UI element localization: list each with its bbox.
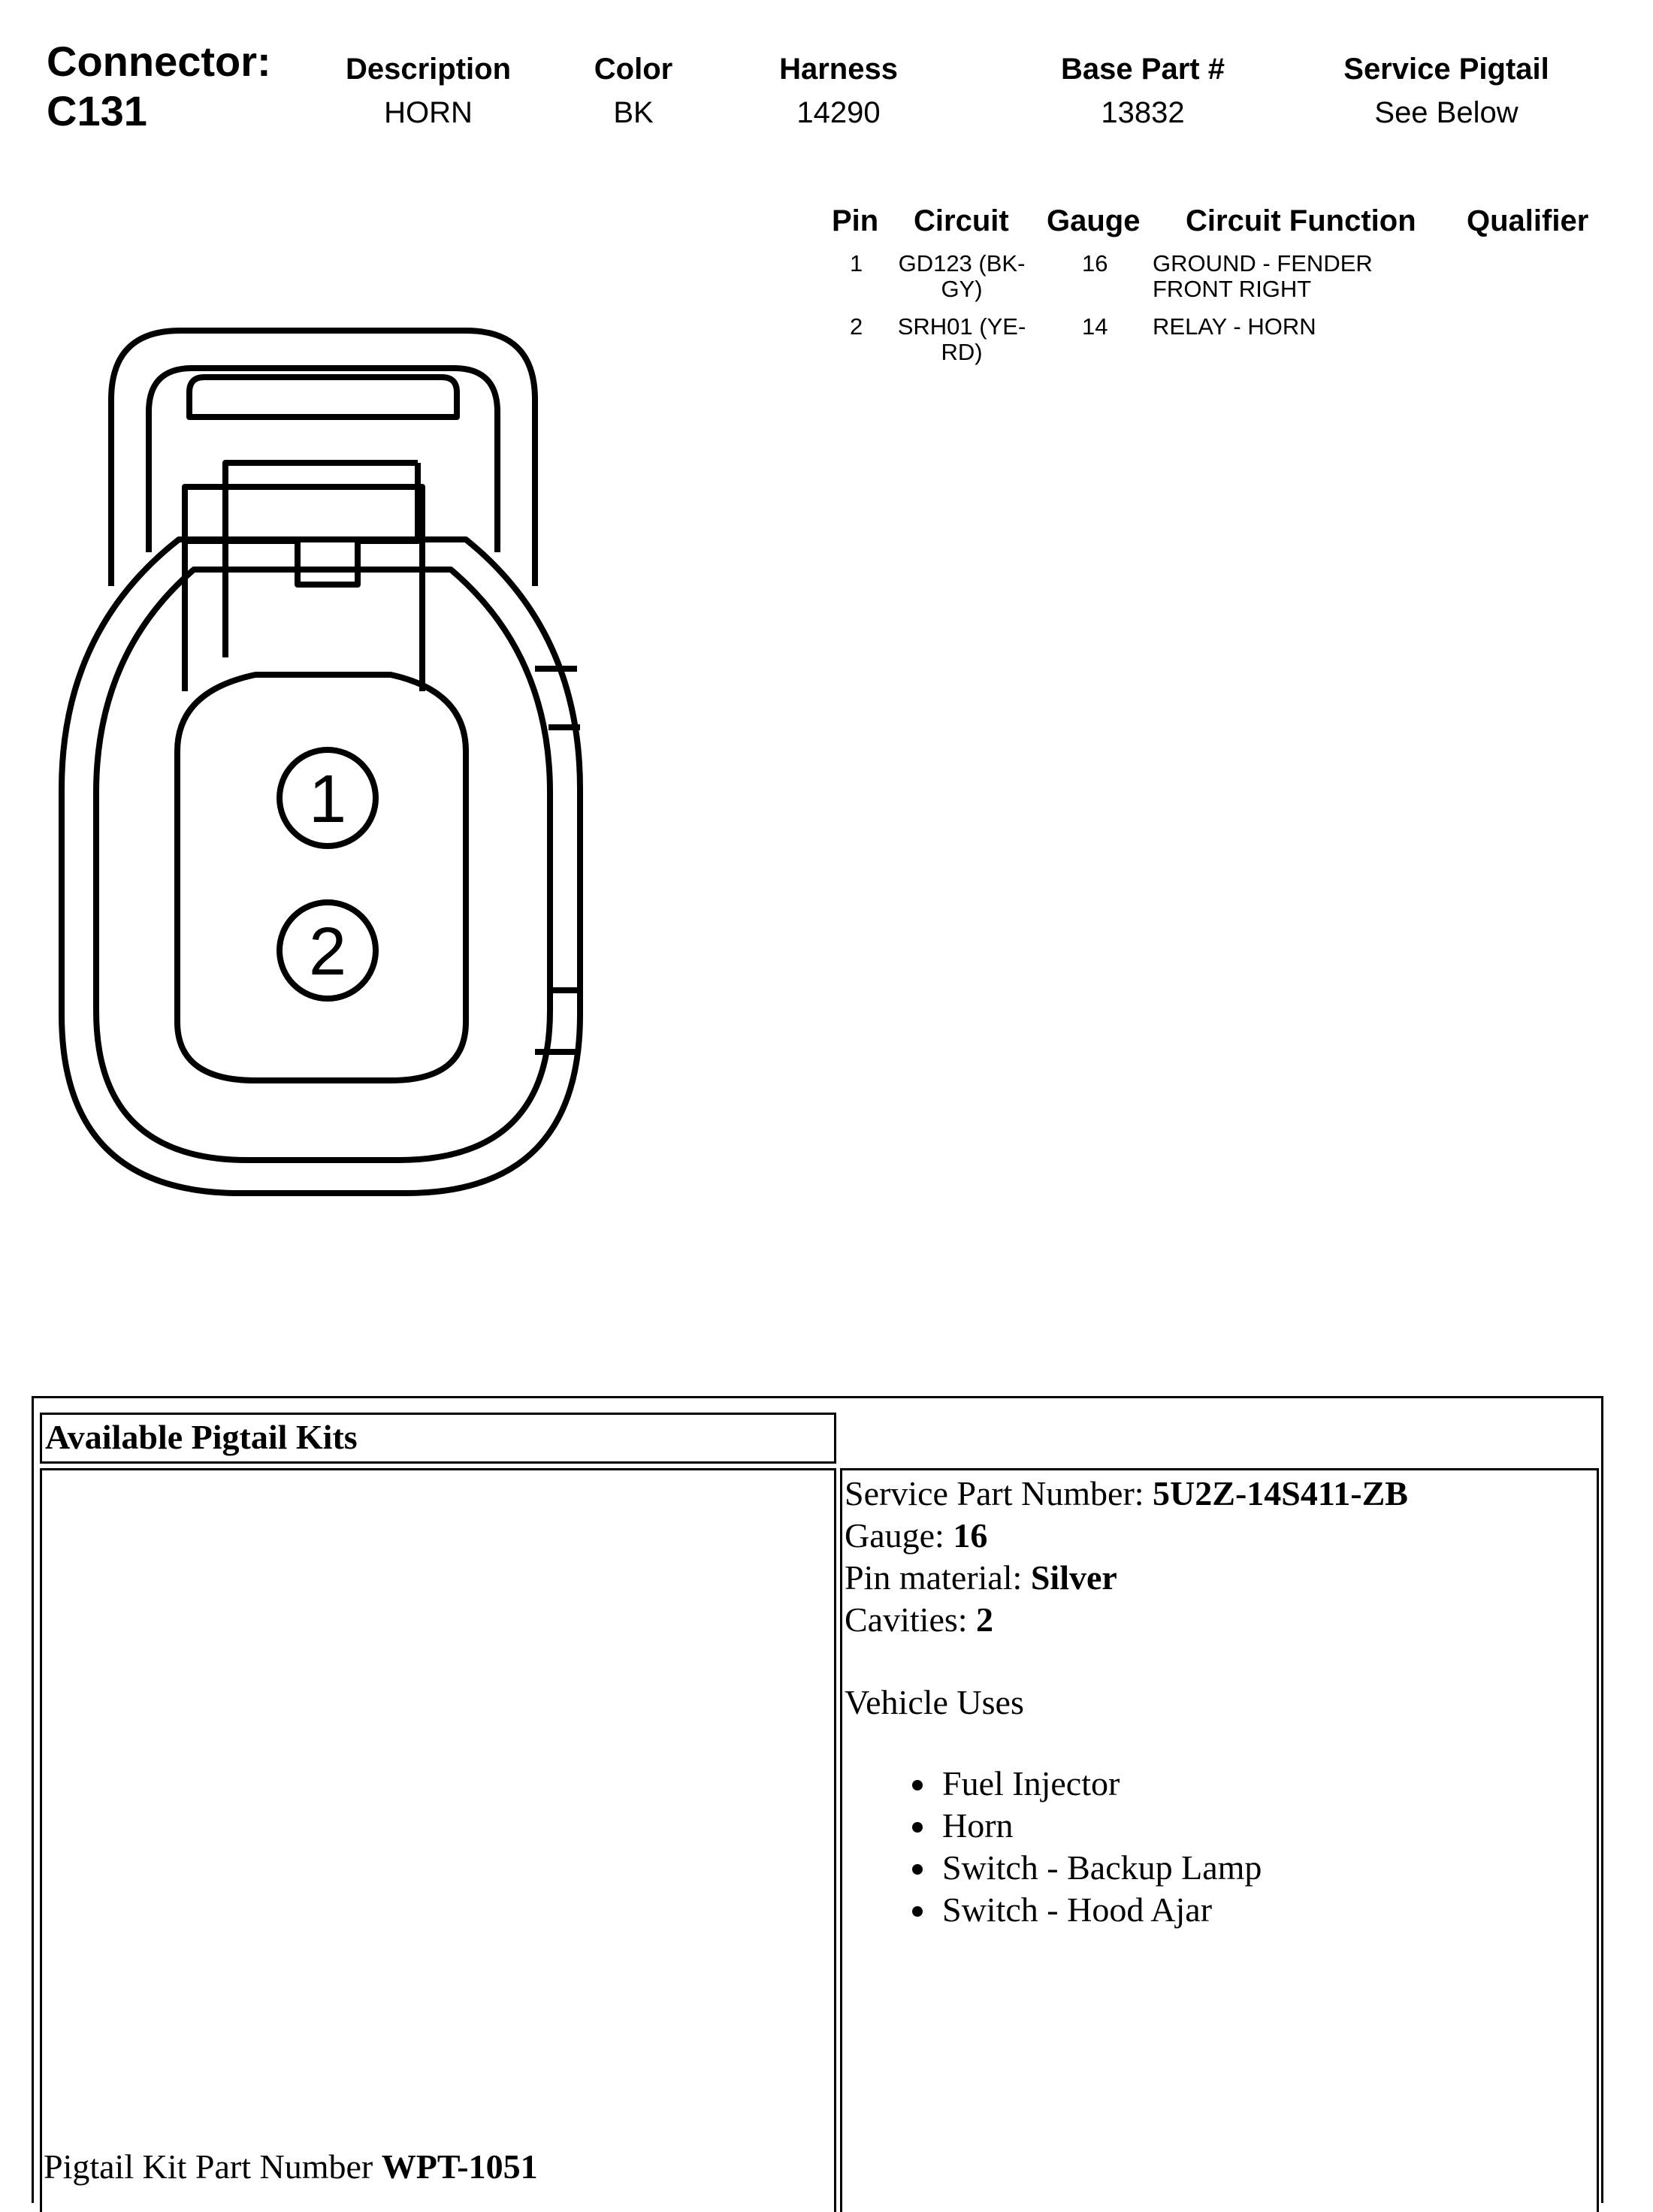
header-service-pigtail-heading: Service Pigtail <box>1343 53 1549 86</box>
connector-id: C131 <box>47 87 147 134</box>
pigtail-kits-title: Available Pigtail Kits <box>45 1418 358 1456</box>
list-item: • Switch - Hood Ajar <box>938 1889 1262 1931</box>
pigtail-image-panel <box>40 1468 836 2212</box>
circuit-line-2: GY) <box>941 276 983 302</box>
gauge-heading: Gauge <box>1047 204 1141 237</box>
gauge-value: 16 <box>1082 250 1108 276</box>
header-base-part-heading: Base Part # <box>1061 53 1225 86</box>
function-line-1: GROUND - FENDER <box>1153 250 1373 276</box>
circuit-line-2: RD) <box>941 339 983 365</box>
pin-material: Pin material: Silver <box>845 1558 1117 1597</box>
connector-label: Connector: <box>47 38 271 85</box>
vehicle-uses-list <box>902 1763 1262 1931</box>
pigtail-gauge: Gauge: 16 <box>845 1516 988 1555</box>
pin-2-label: 2 <box>308 914 347 990</box>
function-line-1: RELAY - HORN <box>1153 313 1316 340</box>
header-base-part-value: 13832 <box>1101 96 1185 129</box>
list-item: • Fuel Injector <box>938 1763 1262 1805</box>
circuit-heading: Circuit <box>914 204 1009 237</box>
connector-face-diagram <box>0 0 676 1277</box>
service-part-number: Service Part Number: 5U2Z-14S411-ZB <box>845 1474 1408 1512</box>
header-color-heading: Color <box>594 53 673 86</box>
header-harness-value: 14290 <box>796 96 881 129</box>
header-service-pigtail-value: See Below <box>1374 96 1519 129</box>
list-item: • Switch - Backup Lamp <box>938 1847 1262 1889</box>
list-item: • Horn <box>938 1805 1262 1847</box>
header-description-heading: Description <box>345 53 512 86</box>
circuit-line-1: SRH01 (YE- <box>897 313 1026 340</box>
header-harness-heading: Harness <box>779 53 898 86</box>
gauge-value: 14 <box>1082 313 1108 340</box>
header-color-value: BK <box>613 96 654 129</box>
pin-heading: Pin <box>832 204 879 237</box>
cavities: Cavities: 2 <box>845 1600 994 1639</box>
pin-number: 1 <box>850 250 863 276</box>
qualifier-heading: Qualifier <box>1467 204 1589 237</box>
pin-number: 2 <box>850 313 863 340</box>
header-description-value: HORN <box>384 96 473 129</box>
pin-1-label: 1 <box>308 762 347 837</box>
circuit-function-heading: Circuit Function <box>1186 204 1416 237</box>
vehicle-uses-label: Vehicle Uses <box>845 1683 1024 1721</box>
pigtail-kit-part-number: Pigtail Kit Part Number WPT-1051 <box>44 2147 538 2186</box>
circuit-line-1: GD123 (BK- <box>898 250 1026 276</box>
function-line-2: FRONT RIGHT <box>1153 276 1312 302</box>
